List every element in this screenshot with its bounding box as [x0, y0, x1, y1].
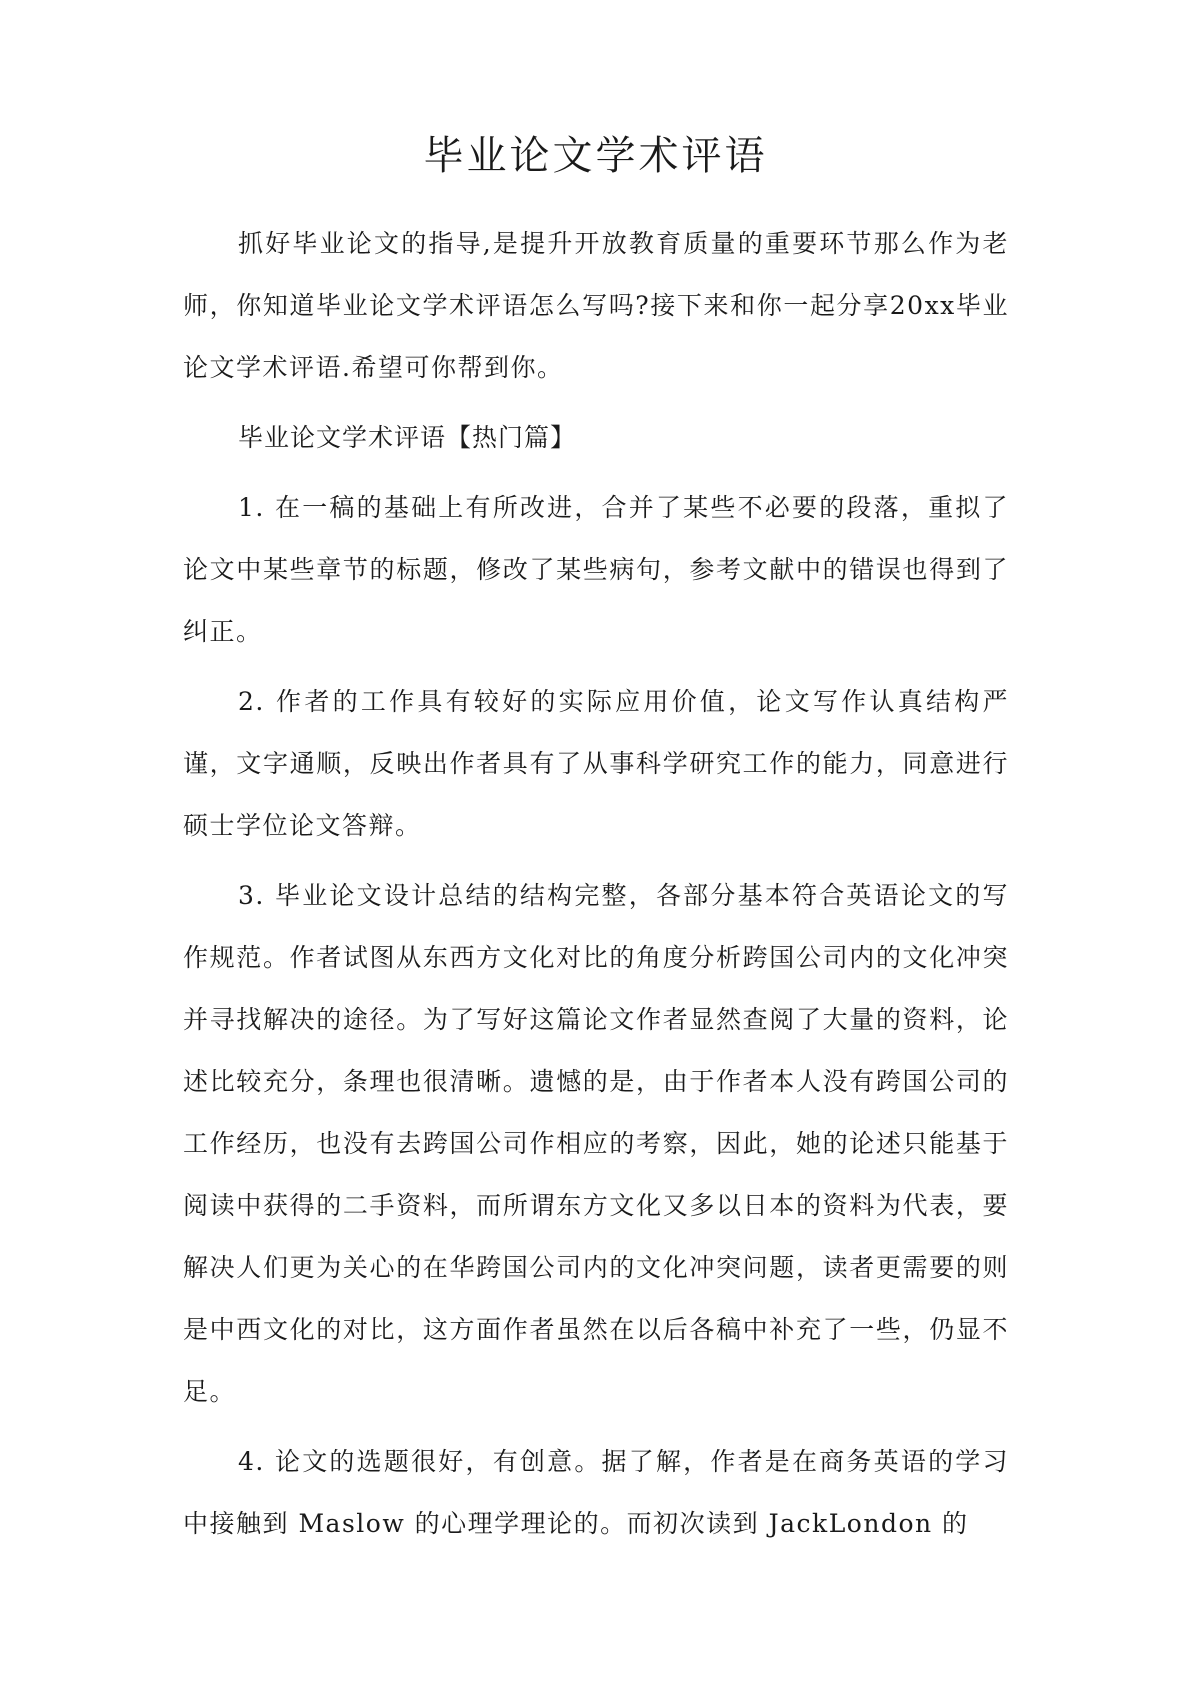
document-title: 毕业论文学术评语: [423, 133, 768, 179]
intro-paragraph: 抓好毕业论文的指导,是提升开放教育质量的重要环节那么作为老师，你知道毕业论文学术评语怎么写吗?接下来和你一起分享20xx毕业论文学术评语.希望可你帮到你。: [183, 229, 1009, 382]
section-heading: 毕业论文学术评语【热门篇】: [238, 423, 577, 452]
comment-paragraph-3: 3. 毕业论文设计总结的结构完整，各部分基本符合英语论文的写作规范。作者试图从东西方文化对比的角度分析跨国公司内的文化冲突并寻找解决的途径。为了写好这篇论文作者显然查阅了大量的资料，论述比较充分，条理也很清晰。遗憾的是，由于作者本人没有跨国公司的工作经历，也没有去跨国公司作相应的考察，因此，她的论述只能基于阅读中获得的二手资料，而所谓东方文化又多以日本的资料为代表，要解决人们更为关心的在华跨国公司内的文化冲突问题，读者更需要的则是中西文化的对比，这方面作者虽然在以后各稿中补充了一些，仍显不足。: [183, 881, 1009, 1406]
comment-paragraph-1: 1. 在一稿的基础上有所改进，合并了某些不必要的段落，重拟了论文中某些章节的标题，修改了某些病句，参考文献中的错误也得到了纠正。: [183, 493, 1009, 646]
document-body: [183, 213, 1009, 1563]
comment-paragraph-2: 2. 作者的工作具有较好的实际应用价值，论文写作认真结构严谨，文字通顺，反映出作者具有了从事科学研究工作的能力，同意进行硕士学位论文答辩。: [183, 687, 1009, 840]
comment-paragraph-4: 4. 论文的选题很好，有创意。据了解，作者是在商务英语的学习中接触到 Maslow 的心理学理论的。而初次读到 JackLondon 的: [183, 1447, 1009, 1538]
